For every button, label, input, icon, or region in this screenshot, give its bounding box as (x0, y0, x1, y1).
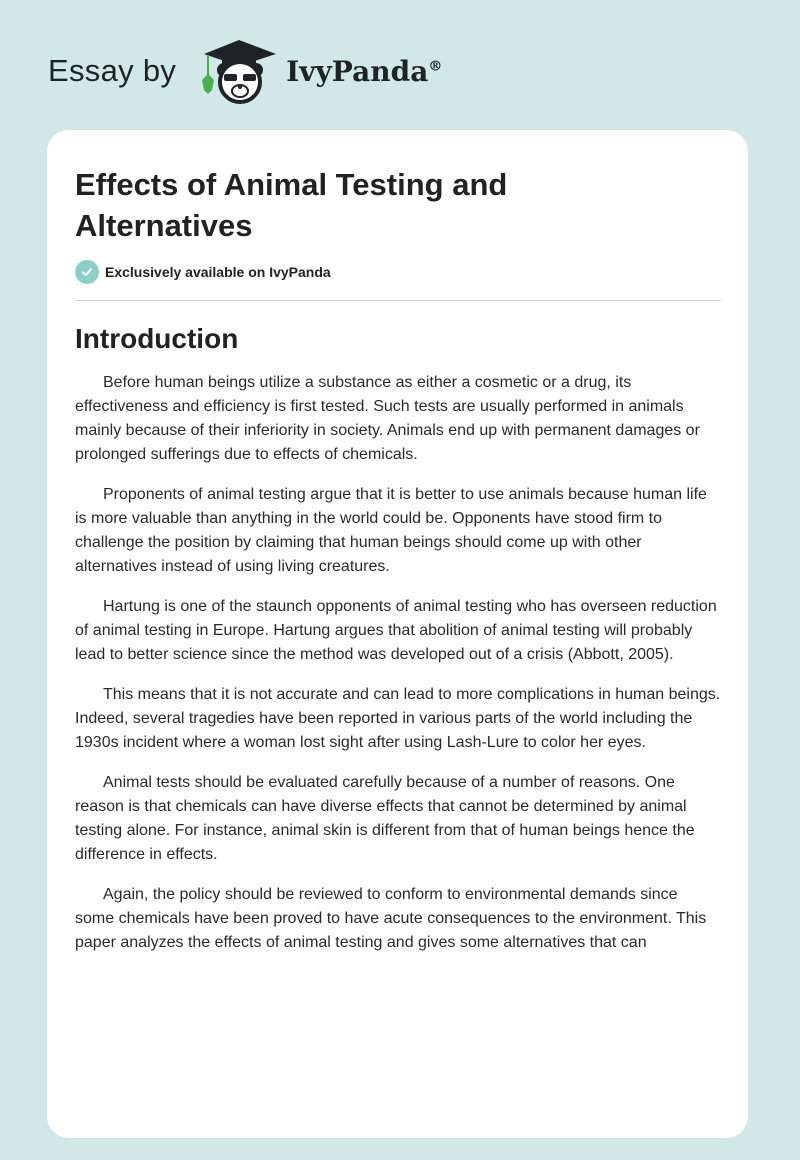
check-icon (75, 260, 99, 284)
ivypanda-logo-icon[interactable] (194, 36, 284, 106)
ivypanda-brand[interactable]: IvyPanda® (286, 54, 443, 88)
section-heading: Introduction (75, 323, 239, 354)
divider (75, 300, 721, 301)
paragraph: Animal tests should be evaluated carefully because of a number of reasons. One reason is that chemicals can have diverse effects that cannot be determined by animal testing alone. For instance, animal skin is different from that of human beings hence the difference in effects. (75, 774, 695, 863)
paragraph: This means that it is not accurate and can lead to more complications in human beings. Indeed, several tragedies have been reported in various parts of the world including the 1930s incident where a woman lost sight after using Lash-Lure to color her eyes. (75, 686, 721, 751)
exclusive-badge (75, 260, 721, 284)
essay-by-label: Essay by (48, 53, 177, 88)
paragraph: Before human beings utilize a substance as either a cosmetic or a drug, its effectiveness and efficiency is first tested. Such tests are usually performed in animals mainly because of their inferiority in society. Animals end up with permanent damages or prolonged sufferings due to effects of chemicals. (75, 374, 700, 463)
paragraph: Proponents of animal testing argue that it is better to use animals because human life is more valuable than anything in the world could be. Opponents have stood firm to challenge the position by claiming that human beings should come up with other alternatives instead of using living creatures. (75, 486, 707, 575)
exclusive-text: Exclusively available on IvyPanda (105, 264, 331, 280)
paragraph: Again, the policy should be reviewed to conform to environmental demands since some chemicals have been proved to have acute consequences to the environment. This paper analyzes the effects of animal testing and gives some alternatives that can (75, 886, 707, 951)
paragraph: Hartung is one of the staunch opponents of animal testing who has overseen reduction of animal testing in Europe. Hartung argues that abolition of animal testing will probably lead to better science since the method was developed out of a crisis (Abbott, 2005). (75, 598, 717, 663)
essay-card (47, 130, 748, 1138)
site-header (48, 36, 442, 106)
essay-title: Effects of Animal Testing and Alternatives (75, 167, 508, 243)
